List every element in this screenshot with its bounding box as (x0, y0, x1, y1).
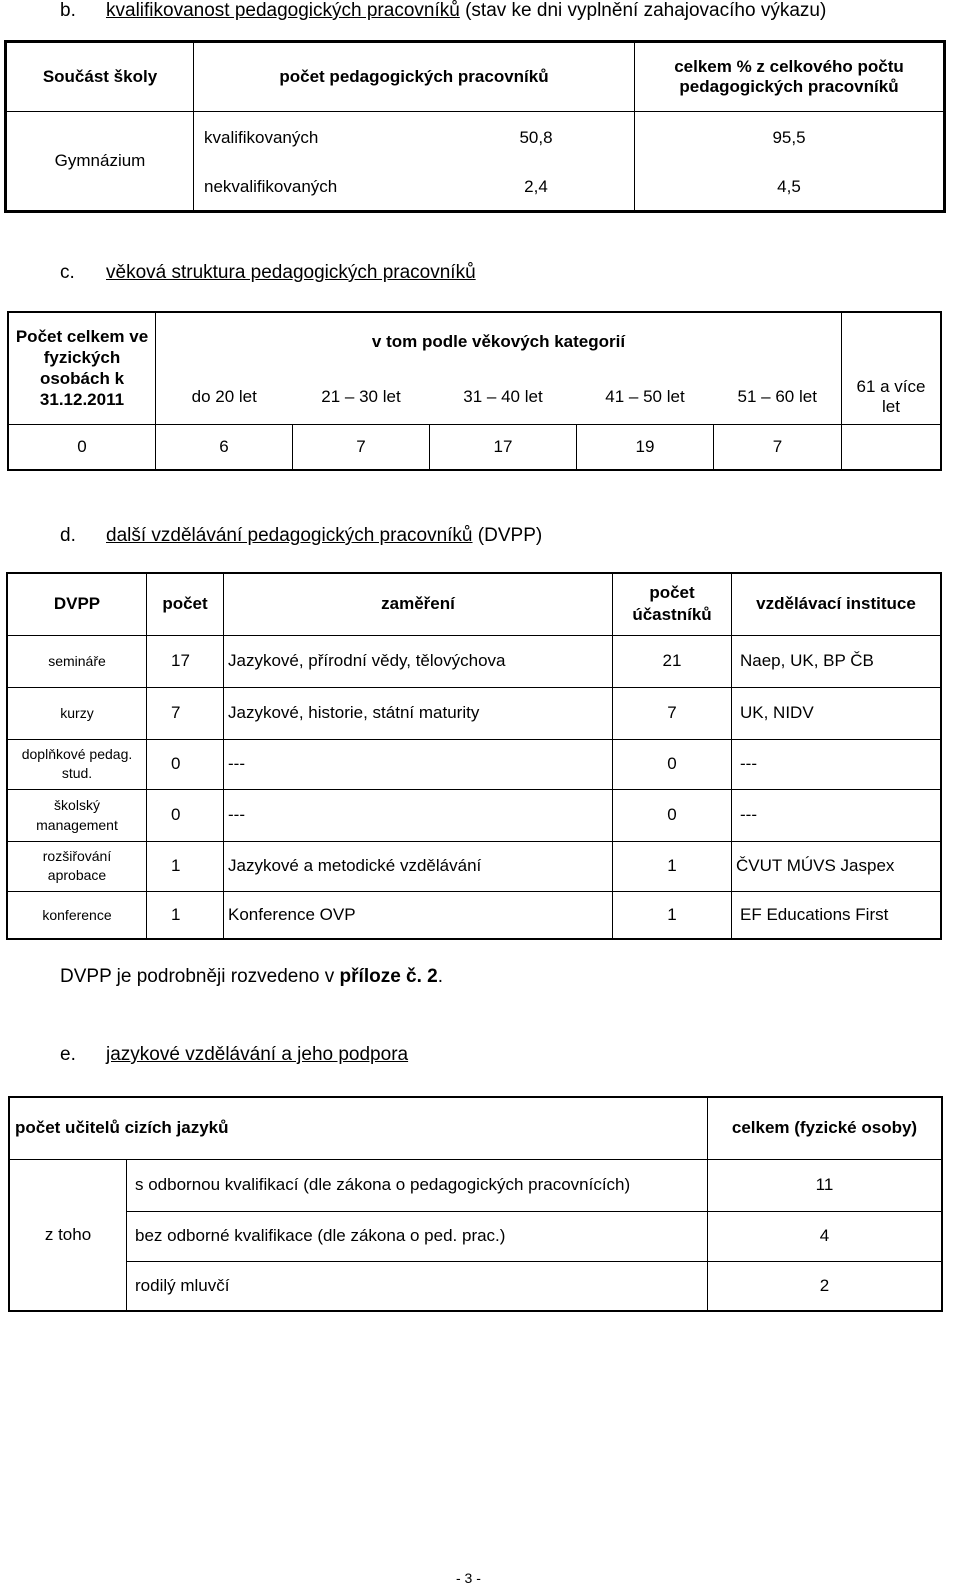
row-count: 50,8 (438, 112, 635, 164)
row-percent: 4,5 (635, 164, 945, 212)
section-d-suffix: (DVPP) (472, 525, 543, 546)
section-b-title: kvalifikovanost pedagogických pracovníků (106, 0, 460, 21)
dvpp-note-prefix: DVPP je podrobněji rozvedeno v (60, 966, 340, 987)
dvpp-institution: --- (732, 789, 942, 841)
header-count: počet (147, 573, 224, 635)
section-b-letter: b. (60, 0, 76, 21)
dvpp-institution: --- (732, 739, 942, 789)
dvpp-institution: UK, NIDV (732, 687, 942, 739)
dvpp-table (6, 572, 942, 940)
section-d-heading (60, 525, 542, 547)
header-participants: počet účastníků (613, 573, 732, 635)
header-total-persons: celkem (fyzické osoby) (708, 1097, 943, 1159)
age-value: 17 (430, 424, 577, 470)
dvpp-participants: 1 (613, 841, 732, 891)
page-number: - 3 - (456, 1570, 481, 1586)
dvpp-note (60, 966, 443, 988)
dvpp-participants: 0 (613, 789, 732, 841)
dvpp-type: kurzy (7, 687, 147, 739)
age-structure-table (7, 311, 942, 471)
age-category: do 20 let (156, 370, 293, 424)
dvpp-type: školský management (7, 789, 147, 841)
dvpp-focus: Konference OVP (224, 891, 613, 939)
dvpp-count: 1 (147, 891, 224, 939)
dvpp-focus: --- (224, 789, 613, 841)
dvpp-count: 1 (147, 841, 224, 891)
row-percent: 95,5 (635, 112, 945, 164)
dvpp-institution: EF Educations First (732, 891, 942, 939)
dvpp-participants: 1 (613, 891, 732, 939)
dvpp-count: 0 (147, 739, 224, 789)
section-d-letter: d. (60, 525, 76, 546)
section-c-heading (60, 262, 476, 284)
dvpp-institution: Naep, UK, BP ČB (732, 635, 942, 687)
age-category: 31 – 40 let (430, 370, 577, 424)
language-row-label: rodilý mluvčí (127, 1261, 708, 1311)
age-category: 51 – 60 let (714, 370, 842, 424)
age-value: 6 (156, 424, 293, 470)
section-c-letter: c. (60, 262, 75, 283)
dvpp-type: semináře (7, 635, 147, 687)
total-count-label: Počet celkem ve fyzických osobách k 31.12.2011 (8, 312, 156, 424)
language-row-value: 4 (708, 1211, 943, 1261)
dvpp-type: doplňkové pedag. stud. (7, 739, 147, 789)
header-language-teachers: počet učitelů cizích jazyků (9, 1097, 708, 1159)
age-value: 0 (8, 424, 156, 470)
dvpp-focus: --- (224, 739, 613, 789)
age-value: 7 (714, 424, 842, 470)
header-spacer (842, 312, 942, 370)
language-teachers-table (8, 1096, 943, 1312)
age-value: 7 (293, 424, 430, 470)
dvpp-type: konference (7, 891, 147, 939)
dvpp-focus: Jazykové, historie, státní maturity (224, 687, 613, 739)
dvpp-count: 0 (147, 789, 224, 841)
dvpp-focus: Jazykové a metodické vzdělávání (224, 841, 613, 891)
header-institution: vzdělávací instituce (732, 573, 942, 635)
school-name: Gymnázium (6, 112, 194, 212)
section-e-title: jazykové vzdělávání a jeho podpora (106, 1044, 409, 1065)
dvpp-participants: 21 (613, 635, 732, 687)
dvpp-type: rozšiřování aprobace (7, 841, 147, 891)
age-group-label: v tom podle věkových kategorií (156, 312, 842, 370)
age-value: 19 (577, 424, 714, 470)
header-dvpp: DVPP (7, 573, 147, 635)
qualification-table (4, 40, 946, 213)
dvpp-focus: Jazykové, přírodní vědy, tělovýchova (224, 635, 613, 687)
dvpp-note-suffix: . (437, 966, 444, 987)
dvpp-participants: 0 (613, 739, 732, 789)
dvpp-count: 17 (147, 635, 224, 687)
section-d-title: další vzdělávání pedagogických pracovníků (106, 525, 473, 546)
dvpp-count: 7 (147, 687, 224, 739)
row-label: nekvalifikovaných (194, 164, 439, 212)
language-row-value: 2 (708, 1261, 943, 1311)
dvpp-note-attachment: příloze č. 2 (339, 966, 438, 987)
section-b-suffix: (stav ke dni vyplnění zahajovacího výkazu) (459, 0, 827, 21)
section-b-heading (60, 0, 826, 22)
header-focus: zaměření (224, 573, 613, 635)
age-category: 41 – 50 let (577, 370, 714, 424)
dvpp-participants: 7 (613, 687, 732, 739)
language-row-value: 11 (708, 1159, 943, 1211)
header-school-part: Součást školy (6, 42, 194, 112)
section-c-title: věková struktura pedagogických pracovníků (106, 262, 476, 283)
row-label: kvalifikovaných (194, 112, 439, 164)
header-percent-total: celkem % z celkového počtu pedagogických pracovníků (635, 42, 945, 112)
section-e-heading (60, 1044, 408, 1066)
header-teacher-count: počet pedagogických pracovníků (194, 42, 635, 112)
dvpp-institution: ČVUT MÚVS Jaspex (732, 841, 942, 891)
language-row-label: s odbornou kvalifikací (dle zákona o pedagogických pracovnících) (127, 1159, 708, 1211)
language-row-label: bez odborné kvalifikace (dle zákona o ped. prac.) (127, 1211, 708, 1261)
age-category: 61 a více let (842, 370, 942, 424)
of-which-label: z toho (9, 1159, 127, 1311)
row-count: 2,4 (438, 164, 635, 212)
age-category: 21 – 30 let (293, 370, 430, 424)
section-e-letter: e. (60, 1044, 76, 1065)
